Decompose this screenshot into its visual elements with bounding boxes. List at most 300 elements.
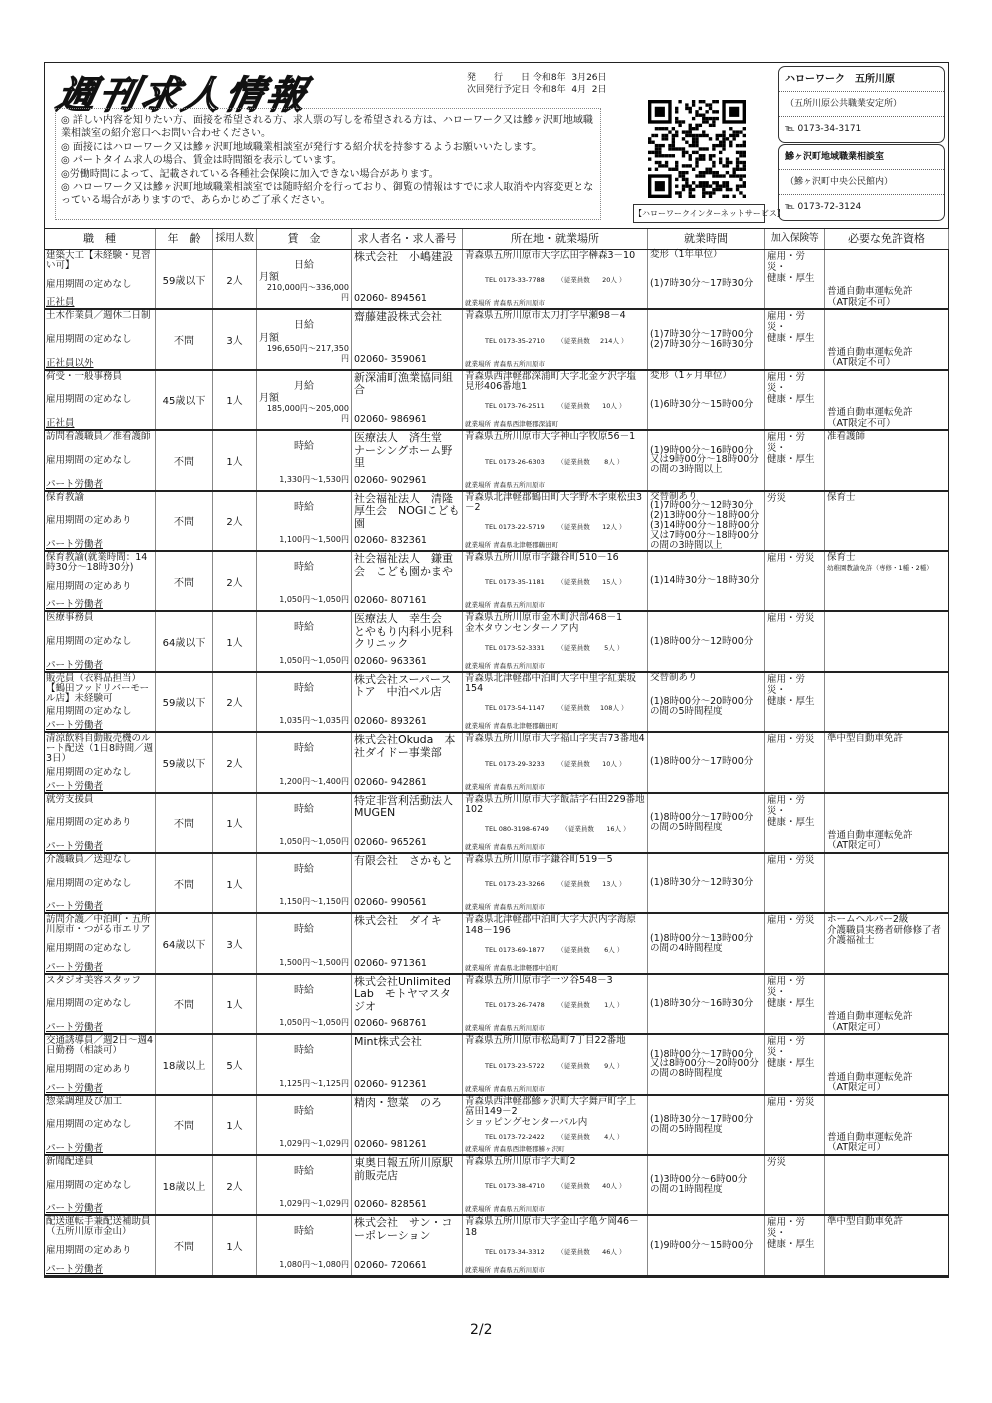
hours-cell bbox=[648, 431, 765, 489]
hours-cell bbox=[648, 371, 765, 429]
address-cell bbox=[463, 975, 648, 1033]
issue-date: 令和8年 3月26日 bbox=[532, 73, 607, 83]
license-driver: 普通自動車運転免許 （AT限定可） bbox=[827, 1011, 913, 1033]
wage-type: 時給 bbox=[294, 984, 314, 996]
address: 青森県五所川原市字一ツ谷548－3 bbox=[465, 974, 613, 986]
employer-cell bbox=[352, 250, 463, 308]
insurance-cell: 雇用・労災・ 健康・厚生 bbox=[765, 794, 825, 852]
employment-period: 雇用期間の定めなし bbox=[46, 1119, 132, 1131]
qr-code-icon[interactable] bbox=[648, 100, 746, 198]
hours-detail: (1)9時00分～16時00分 又は9時00分～18時00分 の間の3時間以上 bbox=[650, 444, 759, 476]
address: 青森県五所川原市大字広田字榊森3－10 bbox=[465, 250, 636, 261]
hours-cell bbox=[648, 854, 765, 912]
hire-count-cell: 1人 bbox=[213, 794, 257, 852]
job-title: 惣菜調理及び加工 bbox=[46, 1095, 123, 1107]
license-required bbox=[825, 975, 949, 976]
employment-type: パート労働者 bbox=[46, 478, 104, 490]
employment-type: パート労働者 bbox=[46, 1263, 104, 1275]
wage-range: 1,029円～1,029円 bbox=[279, 1138, 349, 1148]
wage-range: 196,650円～217,350円 bbox=[266, 343, 349, 363]
employer-cell bbox=[352, 492, 463, 550]
hours-note: 交替制あり bbox=[650, 490, 698, 502]
insurance-cell: 雇用・労災・ 健康・厚生 bbox=[765, 975, 825, 1033]
hours-cell bbox=[648, 1096, 765, 1154]
job-cell bbox=[44, 250, 156, 308]
hours-detail: (1)8時00分～17時00分 の間の5時間程度 bbox=[650, 811, 754, 833]
job-number: 02060- 828561 bbox=[354, 1199, 427, 1211]
address: 青森県五所川原市大字金山字亀ケ岡46－18 bbox=[465, 1216, 639, 1238]
job-row[interactable] bbox=[44, 371, 949, 431]
employer-name: 精肉・惣菜 のろ bbox=[354, 1095, 442, 1109]
address: 青森県西津軽郡深浦町大字北金ケ沢字塩見形406番地1 bbox=[465, 370, 637, 393]
hours-detail: (1)8時00分～20時00分 の間の5時間程度 bbox=[650, 696, 754, 717]
age-cell: 不問 bbox=[156, 1096, 213, 1154]
hire-count-cell: 5人 bbox=[213, 1035, 257, 1093]
employment-period: 雇用期間の定めなし bbox=[46, 454, 132, 466]
hours-detail: (1)8時00分～17時00分 bbox=[650, 756, 754, 768]
address: 青森県五所川原市字鎌谷町519－5 bbox=[465, 854, 613, 865]
job-row[interactable] bbox=[44, 914, 949, 974]
employer-name: 株式会社Okuda 本社ダイドー事業部 bbox=[354, 733, 456, 759]
wage-cell bbox=[257, 794, 352, 852]
job-row[interactable] bbox=[44, 431, 949, 491]
column-header: 採用人数 bbox=[213, 229, 257, 249]
address-cell bbox=[463, 612, 648, 670]
column-header: 職 種 bbox=[44, 229, 156, 249]
employment-type: パート労働者 bbox=[46, 780, 104, 792]
wage-type: 月給 bbox=[294, 380, 314, 392]
job-cell bbox=[44, 1035, 156, 1093]
wage-cell bbox=[257, 1035, 352, 1093]
office-box-ajigasawa bbox=[778, 144, 945, 221]
wage-type: 日給 bbox=[294, 320, 314, 332]
hire-count-cell: 1人 bbox=[213, 1096, 257, 1154]
employer-cell bbox=[352, 431, 463, 489]
employment-period: 雇用期間の定めあり bbox=[46, 580, 132, 592]
tel-staff: TEL 0173-26-6303 （従業員数 8人 ） bbox=[485, 457, 624, 466]
job-row[interactable] bbox=[44, 250, 949, 310]
employment-period: 雇用期間の定めなし bbox=[46, 766, 132, 778]
insurance-cell: 雇用・労災・ 健康・厚生 bbox=[765, 1216, 825, 1274]
job-title: 荷受・一般事務員 bbox=[46, 370, 123, 382]
hire-count-cell: 2人 bbox=[213, 673, 257, 731]
license-cell bbox=[825, 1035, 949, 1093]
address-cell bbox=[463, 854, 648, 912]
wage-range: 1,150円～1,150円 bbox=[279, 897, 349, 907]
wage-cell bbox=[257, 492, 352, 550]
hours-note: 変形（1ヶ月単位） bbox=[650, 369, 733, 381]
employer-cell bbox=[352, 1096, 463, 1154]
address-cell bbox=[463, 250, 648, 308]
license-cell bbox=[825, 854, 949, 912]
notice-line: ◎労働時間によって、記載されている各種社会保険に加入できない場合があります。 bbox=[61, 168, 439, 180]
employer-name: Mint株式会社 bbox=[354, 1035, 422, 1049]
hire-count-cell: 2人 bbox=[213, 552, 257, 610]
address: 青森県五所川原市金木町沢部468－1 金木タウンセンターノア内 bbox=[465, 612, 623, 634]
wage-cell bbox=[257, 733, 352, 791]
employer-cell bbox=[352, 310, 463, 368]
job-row[interactable] bbox=[44, 1156, 949, 1216]
hire-count-cell: 2人 bbox=[213, 250, 257, 308]
column-header: 求人者名・求人番号 bbox=[352, 229, 463, 249]
table-header bbox=[44, 228, 949, 250]
employer-cell bbox=[352, 612, 463, 670]
license-required: 保育士 bbox=[827, 552, 856, 563]
job-title: 新聞配達員 bbox=[46, 1156, 94, 1167]
job-number: 02060- 894561 bbox=[354, 293, 427, 305]
wage-type: 時給 bbox=[294, 743, 314, 755]
license-cell bbox=[825, 431, 949, 489]
age-cell: 59歳以下 bbox=[156, 673, 213, 731]
workplace: 就業場所 青森県五所川原市 bbox=[465, 903, 546, 912]
hire-count-cell: 2人 bbox=[213, 733, 257, 791]
wage-type: 時給 bbox=[294, 1166, 314, 1177]
wage-range: 1,125円～1,125円 bbox=[279, 1078, 349, 1088]
employer-cell bbox=[352, 854, 463, 912]
wage-range: 185,000円～205,000円 bbox=[266, 404, 349, 424]
employment-type: 正社員以外 bbox=[46, 357, 94, 369]
job-number: 02060- 968761 bbox=[354, 1018, 427, 1030]
job-row[interactable] bbox=[44, 552, 949, 612]
hours-cell bbox=[648, 310, 765, 368]
tel-staff: TEL 0173-35-2710 （従業員数 214人 ） bbox=[485, 336, 628, 345]
insurance-cell: 雇用・労災・ 健康・厚生 bbox=[765, 310, 825, 368]
employment-type: パート労働者 bbox=[46, 538, 104, 550]
wage-type: 時給 bbox=[294, 1226, 314, 1238]
license-required bbox=[825, 250, 949, 251]
license-cell bbox=[825, 492, 949, 550]
hire-count-cell: 1人 bbox=[213, 431, 257, 489]
hours-cell bbox=[648, 552, 765, 610]
column-header: 年 齢 bbox=[156, 229, 213, 249]
wage-label: 月額 bbox=[259, 272, 279, 284]
tel-staff: TEL 0173-72-2422 （従業員数 4人 ） bbox=[485, 1132, 624, 1141]
page-number: 2/2 bbox=[470, 1322, 493, 1338]
job-cell bbox=[44, 310, 156, 368]
workplace: 就業場所 青森県五所川原市 bbox=[465, 842, 546, 851]
job-title: 介護職員／送迎なし bbox=[46, 854, 132, 865]
employer-name: 東奥日報五所川原駅前販売店 bbox=[354, 1156, 453, 1182]
license-required bbox=[825, 371, 949, 372]
license-required bbox=[825, 1096, 949, 1097]
tel-staff: TEL 0173-22-5719 （従業員数 12人 ） bbox=[485, 523, 626, 532]
hours-cell bbox=[648, 914, 765, 972]
job-cell bbox=[44, 1216, 156, 1274]
license-cell bbox=[825, 1096, 949, 1154]
wage-type: 時給 bbox=[294, 682, 314, 694]
license-required bbox=[825, 794, 949, 795]
job-cell bbox=[44, 612, 156, 670]
employer-cell bbox=[352, 794, 463, 852]
next-issue-date: 令和8年 4月 2日 bbox=[532, 85, 607, 95]
job-title: 就労支援員 bbox=[46, 793, 94, 805]
job-number: 02060- 893261 bbox=[354, 716, 427, 728]
age-cell: 不問 bbox=[156, 431, 213, 489]
job-number: 02060- 832361 bbox=[354, 534, 427, 546]
job-row[interactable] bbox=[44, 975, 949, 1035]
job-row[interactable] bbox=[44, 492, 949, 552]
job-row[interactable] bbox=[44, 612, 949, 672]
employment-type: パート労働者 bbox=[46, 659, 104, 671]
wage-range: 1,029円～1,029円 bbox=[279, 1199, 349, 1209]
employment-type: パート労働者 bbox=[46, 1022, 104, 1034]
address-cell bbox=[463, 1156, 648, 1214]
hours-cell bbox=[648, 1156, 765, 1214]
workplace: 就業場所 青森県西津軽郡鰺ヶ沢町 bbox=[465, 1144, 565, 1153]
employment-type: 正社員 bbox=[46, 418, 75, 430]
column-header: 必要な免許資格 bbox=[825, 229, 949, 249]
address-cell bbox=[463, 733, 648, 791]
insurance-cell: 雇用・労災 bbox=[765, 612, 825, 670]
wage-type: 時給 bbox=[294, 924, 314, 936]
wage-range: 1,035円～1,035円 bbox=[279, 716, 349, 726]
wage-type: 時給 bbox=[294, 441, 314, 453]
wage-range: 1,330円～1,530円 bbox=[279, 474, 349, 484]
hours-detail: (1)8時30分～12時30分 bbox=[650, 877, 754, 889]
hours-cell bbox=[648, 1035, 765, 1093]
hours-cell bbox=[648, 492, 765, 550]
license-driver: 普通自動車運転免許 （AT限定不可） bbox=[827, 407, 913, 429]
office-tel: ℡ 0173-34-3171 bbox=[785, 124, 862, 134]
wage-type: 時給 bbox=[294, 622, 314, 634]
age-cell: 不問 bbox=[156, 1216, 213, 1274]
employment-period: 雇用期間の定めあり bbox=[46, 817, 132, 829]
tel-staff: TEL 0173-26-7478 （従業員数 1人 ） bbox=[485, 1001, 624, 1010]
hire-count-cell: 1人 bbox=[213, 854, 257, 912]
employment-type: パート労働者 bbox=[46, 1142, 104, 1154]
wage-type: 時給 bbox=[294, 803, 314, 815]
job-row[interactable] bbox=[44, 1096, 949, 1156]
license-required bbox=[825, 1156, 949, 1157]
address-cell bbox=[463, 492, 648, 550]
wage-cell bbox=[257, 673, 352, 731]
license-cell bbox=[825, 975, 949, 1033]
wage-cell bbox=[257, 371, 352, 429]
job-cell bbox=[44, 552, 156, 610]
hire-count-cell: 1人 bbox=[213, 612, 257, 670]
employment-type: パート労働者 bbox=[46, 720, 104, 732]
workplace: 就業場所 青森県五所川原市 bbox=[465, 299, 546, 308]
wage-range: 1,050円～1,050円 bbox=[279, 655, 349, 665]
hours-detail: (1)8時00分～17時00分 又は8時00分～20時00分 の間の8時間程度 bbox=[650, 1048, 759, 1080]
wage-range: 1,500円～1,500円 bbox=[279, 957, 349, 967]
employment-period: 雇用期間の定めなし bbox=[46, 334, 132, 346]
employer-name: 齋藤建設株式会社 bbox=[354, 310, 442, 324]
tel-staff: TEL 0173-38-4710 （従業員数 40人 ） bbox=[485, 1182, 626, 1191]
hours-detail: (1)14時30分～18時30分 bbox=[650, 575, 760, 587]
workplace: 就業場所 青森県五所川原市 bbox=[465, 1024, 546, 1033]
license-required bbox=[825, 310, 949, 311]
bulletin-title: 週刊求人情報 bbox=[52, 73, 314, 117]
tel-staff: TEL 0173-35-1181 （従業員数 15人 ） bbox=[485, 578, 626, 587]
address-cell bbox=[463, 1216, 648, 1274]
license-cell bbox=[825, 552, 949, 610]
office-sub: （五所川原公共職業安定所） bbox=[779, 92, 944, 117]
employer-cell bbox=[352, 733, 463, 791]
hours-detail: (1)3時00分～6時00分 の間の1時間程度 bbox=[650, 1174, 748, 1196]
address-cell bbox=[463, 431, 648, 489]
wage-cell bbox=[257, 552, 352, 610]
wage-cell bbox=[257, 975, 352, 1033]
wage-range: 1,080円～1,080円 bbox=[279, 1259, 349, 1269]
office-tel: ℡ 0173-72-3124 bbox=[785, 202, 862, 212]
job-number: 02060- 971361 bbox=[354, 957, 427, 969]
address-cell bbox=[463, 673, 648, 731]
age-cell: 64歳以下 bbox=[156, 914, 213, 972]
qr-label: 【ハローワークインターネットサービス】 bbox=[633, 204, 765, 223]
office-sub: （鰺ヶ沢町中央公民館内） bbox=[779, 170, 944, 195]
employment-period: 雇用期間の定めなし bbox=[46, 998, 132, 1010]
insurance-cell: 雇用・労災・ 健康・厚生 bbox=[765, 431, 825, 489]
workplace: 就業場所 青森県五所川原市 bbox=[465, 1084, 546, 1093]
employer-name: 社会福祉法人 鎌重会 こども園かまや bbox=[354, 552, 453, 578]
address-cell bbox=[463, 1035, 648, 1093]
insurance-cell: 労災 bbox=[765, 492, 825, 550]
wage-type: 日給 bbox=[294, 260, 314, 271]
license-cell bbox=[825, 733, 949, 791]
employer-cell bbox=[352, 1156, 463, 1214]
employer-cell bbox=[352, 975, 463, 1033]
wage-cell bbox=[257, 1156, 352, 1214]
license-required: 保育士 bbox=[827, 491, 856, 503]
employment-period: 雇用期間の定めなし bbox=[46, 1179, 132, 1191]
job-row[interactable] bbox=[44, 733, 949, 793]
employment-period: 雇用期間の定めなし bbox=[46, 394, 132, 406]
hire-count-cell: 3人 bbox=[213, 914, 257, 972]
license-cell bbox=[825, 1156, 949, 1214]
insurance-cell: 雇用・労災・ 健康・厚生 bbox=[765, 250, 825, 308]
hours-cell bbox=[648, 250, 765, 308]
employer-name: 株式会社スーパーストア 中泊ベル店 bbox=[354, 672, 452, 699]
tel-staff: TEL 0173-52-3331 （従業員数 5人 ） bbox=[485, 644, 624, 653]
workplace: 就業場所 青森県五所川原市 bbox=[465, 661, 546, 670]
wage-type: 時給 bbox=[294, 864, 314, 875]
tel-staff: TEL 0173-33-7788 （従業員数 20人 ） bbox=[485, 276, 626, 285]
license-required: 準中型自動車免許 bbox=[827, 733, 904, 745]
wage-range: 1,050円～1,050円 bbox=[279, 1018, 349, 1028]
job-title: 訪問介護／中泊町・五所川原市・つがる市エリア bbox=[46, 914, 151, 936]
job-cell bbox=[44, 854, 156, 912]
job-cell bbox=[44, 1096, 156, 1154]
employer-name: 株式会社 サン・コーポレーション bbox=[354, 1216, 453, 1242]
license-required: 准看護師 bbox=[827, 431, 866, 443]
age-cell: 不問 bbox=[156, 975, 213, 1033]
hours-cell bbox=[648, 612, 765, 670]
hours-detail: (1)8時00分～12時00分 bbox=[650, 635, 754, 647]
employer-cell bbox=[352, 1216, 463, 1274]
employment-type: 正社員 bbox=[46, 297, 75, 309]
job-row[interactable] bbox=[44, 1216, 949, 1276]
employer-name: 特定非営利活動法人MUGEN bbox=[354, 793, 453, 820]
license-required bbox=[825, 1035, 949, 1036]
address-cell bbox=[463, 371, 648, 429]
employment-type: パート労働者 bbox=[46, 1203, 104, 1215]
job-title: 建築大工【未経験・見習い可】 bbox=[46, 250, 151, 271]
job-number: 02060- 986961 bbox=[354, 414, 427, 426]
hours-detail: (1)8時00分～13時00分 の間の4時間程度 bbox=[650, 932, 754, 954]
hours-detail: (1)8時30分～17時00分 の間の5時間程度 bbox=[650, 1113, 754, 1135]
job-cell bbox=[44, 1156, 156, 1214]
address: 青森県西津軽郡鰺ヶ沢町大字舞戸町字上富田149－2 ショッピングセンターパル内 bbox=[465, 1095, 637, 1128]
license-cell bbox=[825, 310, 949, 368]
job-number: 02060- 990561 bbox=[354, 897, 427, 909]
address-cell bbox=[463, 794, 648, 852]
job-cell bbox=[44, 673, 156, 731]
wage-label: 月額 bbox=[259, 332, 279, 344]
job-row[interactable] bbox=[44, 794, 949, 854]
workplace: 就業場所 青森県五所川原市 bbox=[465, 1265, 546, 1274]
age-cell: 64歳以下 bbox=[156, 612, 213, 670]
job-row[interactable] bbox=[44, 310, 949, 370]
workplace: 就業場所 青森県北津軽郡鶴田町 bbox=[465, 540, 559, 549]
job-title: 交通誘導員／週2日～週4日勤務（相談可） bbox=[46, 1035, 154, 1057]
age-cell: 45歳以下 bbox=[156, 371, 213, 429]
address-cell bbox=[463, 310, 648, 368]
hours-note: 交替制あり bbox=[650, 671, 698, 683]
employment-type: パート労働者 bbox=[46, 1082, 104, 1094]
workplace: 就業場所 青森県五所川原市 bbox=[465, 1205, 546, 1214]
wage-cell bbox=[257, 854, 352, 912]
job-cell bbox=[44, 794, 156, 852]
wage-type: 時給 bbox=[294, 501, 314, 513]
employment-period: 雇用期間の定めあり bbox=[46, 515, 132, 527]
employment-period: 雇用期間の定めなし bbox=[46, 943, 132, 955]
job-number: 02060- 912361 bbox=[354, 1078, 427, 1090]
hours-cell bbox=[648, 733, 765, 791]
column-header: 賃 金 bbox=[257, 229, 352, 249]
address: 青森県北津軽郡鶴田町大字野木字東松虫3－2 bbox=[465, 491, 643, 514]
hours-detail: (1)7時30分～17時00分 (2)7時30分～16時30分 bbox=[650, 328, 754, 350]
hire-count-cell: 1人 bbox=[213, 1216, 257, 1274]
license-cell bbox=[825, 1216, 949, 1274]
job-title: 配送運転手兼配送補助員（五所川原市金山） bbox=[46, 1216, 151, 1238]
employer-cell bbox=[352, 1035, 463, 1093]
license-required bbox=[825, 854, 949, 855]
workplace: 就業場所 青森県北津軽郡中泊町 bbox=[465, 963, 559, 972]
insurance-cell: 雇用・労災 bbox=[765, 914, 825, 972]
age-cell: 18歳以上 bbox=[156, 1035, 213, 1093]
notice-line: ◎ 詳しい内容を知りたい方、面接を希望される方、求人票の写しを希望される方は、ハローワーク又は鰺ヶ沢町地域職業相談室の紹介窓口へお問い合わせください。 bbox=[61, 115, 593, 140]
employer-cell bbox=[352, 673, 463, 731]
column-header: 加入保険等 bbox=[765, 229, 825, 249]
office-box-goshogawara bbox=[778, 66, 945, 143]
column-header: 所在地・就業場所 bbox=[463, 229, 648, 249]
license-cell bbox=[825, 371, 949, 429]
age-cell: 不問 bbox=[156, 552, 213, 610]
job-row[interactable] bbox=[44, 854, 949, 914]
hire-count-cell: 3人 bbox=[213, 310, 257, 368]
license-sub: 幼稚園教諭免許（専修・1種・2種） bbox=[827, 563, 933, 572]
job-row[interactable] bbox=[44, 1035, 949, 1095]
age-cell: 18歳以上 bbox=[156, 1156, 213, 1214]
job-number: 02060- 720661 bbox=[354, 1259, 427, 1271]
hours-detail: (1)6時30分～15時00分 bbox=[650, 398, 754, 410]
address: 青森県五所川原市松島町7丁目22番地 bbox=[465, 1035, 626, 1047]
age-cell: 不問 bbox=[156, 794, 213, 852]
job-row[interactable] bbox=[44, 673, 949, 733]
wage-range: 210,000円～336,000円 bbox=[266, 283, 349, 303]
license-driver: 普通自動車運転免許 （AT限定可） bbox=[827, 1131, 913, 1154]
notice-line: ◎ ハローワーク又は鰺ヶ沢町地域職業相談室では随時紹介を行っており、御覧の情報はすでに求人取消や内容変更となっている場合がありますので、あらかじめご了承ください。 bbox=[61, 182, 594, 207]
insurance-cell: 雇用・労災 bbox=[765, 854, 825, 912]
wage-type: 時給 bbox=[294, 562, 314, 573]
age-cell: 不問 bbox=[156, 310, 213, 368]
wage-cell bbox=[257, 310, 352, 368]
employer-name: 有限会社 さかもと bbox=[354, 854, 453, 867]
employment-type: パート労働者 bbox=[46, 599, 104, 611]
employer-name: 株式会社Unlimited Lab モトヤマスタジオ bbox=[354, 974, 451, 1013]
insurance-cell: 労災 bbox=[765, 1156, 825, 1214]
